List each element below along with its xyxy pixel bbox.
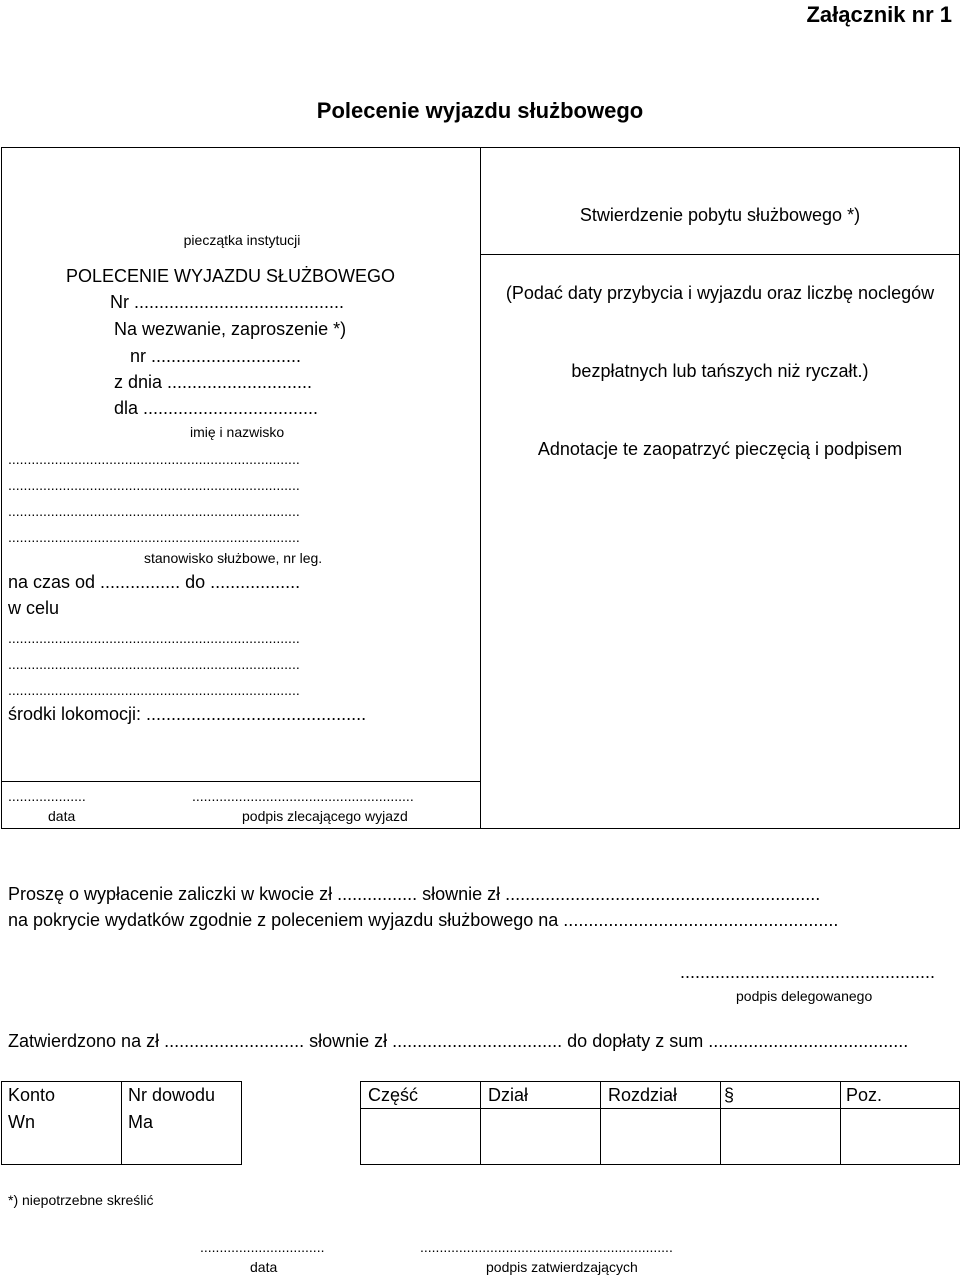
summons-line: Na wezwanie, zaproszenie *)	[114, 319, 347, 339]
classification-divider-3	[720, 1081, 721, 1165]
purpose-field-line-3[interactable]: ...........................................................................	[8, 682, 300, 698]
part-header: Część	[368, 1085, 419, 1105]
stay-note-line-4: Adnotacje te zaopatrzyć pieczęcią i podpisem	[537, 439, 903, 459]
approval-date-field[interactable]: ................................	[200, 1239, 325, 1255]
stamp-label: pieczątka instytucji	[183, 232, 301, 248]
page-title	[0, 98, 960, 123]
approval-line[interactable]: Zatwierdzono na zł ............................ słownie zł .................................. do dopłaty z sum ........................................	[8, 1031, 909, 1051]
stay-confirmation-area[interactable]	[482, 256, 958, 827]
order-title: POLECENIE WYJAZDU SŁUŻBOWEGO	[66, 266, 396, 286]
name-caption: imię i nazwisko	[190, 424, 285, 440]
item-header: Poz.	[846, 1085, 883, 1105]
stay-note-line-1: Stwierdzenie pobytu służbowego *)	[579, 205, 861, 225]
debit-label: Wn	[8, 1112, 35, 1132]
position-field-line-2[interactable]: ...........................................................................	[8, 477, 300, 493]
purpose-field-line-1[interactable]: ...........................................................................	[8, 630, 300, 646]
position-field-line-3[interactable]: ...........................................................................	[8, 503, 300, 519]
advance-amount-line[interactable]: Proszę o wypłacenie zaliczki w kwocie zł ................ słownie zł ...............................................................	[8, 884, 821, 904]
delegate-signature-caption: podpis delegowanego	[736, 988, 873, 1004]
purpose-field-line-2[interactable]: ...........................................................................	[8, 656, 300, 672]
transport-field[interactable]: środki lokomocji: ............................................	[8, 704, 367, 724]
order-signature-caption: podpis zlecającego wyjazd	[242, 808, 408, 824]
account-table-divider	[121, 1081, 122, 1165]
advance-purpose-line[interactable]: na pokrycie wydatków zgodnie z poleceniem wyjazdu służbowego na .......................................................	[8, 910, 839, 930]
classification-divider-1	[480, 1081, 481, 1165]
position-caption: stanowisko służbowe, nr leg.	[144, 550, 323, 566]
approvers-signature-field[interactable]: .................................................................	[420, 1239, 673, 1255]
order-signature-field[interactable]: .........................................................	[192, 788, 414, 804]
classification-divider-2	[600, 1081, 601, 1165]
credit-label: Ma	[128, 1112, 154, 1132]
delegate-signature-field[interactable]: ...................................................	[680, 962, 936, 982]
document-number-header: Nr dowodu	[128, 1085, 216, 1105]
trip-period-field[interactable]: na czas od ................ do ..................	[8, 572, 301, 592]
classification-header-separator	[360, 1108, 960, 1109]
position-field-line-4[interactable]: ...........................................................................	[8, 529, 300, 545]
approvers-signature-caption: podpis zatwierdzających	[486, 1259, 638, 1275]
employee-name-field[interactable]: dla ...................................	[114, 398, 319, 418]
paragraph-header: §	[724, 1085, 735, 1105]
attachment-label: Załącznik nr 1	[806, 2, 952, 27]
order-date-caption: data	[48, 808, 76, 824]
approval-date-caption: data	[250, 1259, 278, 1275]
chapter-header: Rozdział	[608, 1085, 678, 1105]
signature-separator	[1, 781, 481, 782]
order-date-field[interactable]: ....................	[8, 788, 86, 804]
account-header: Konto	[8, 1085, 56, 1105]
summons-date-field[interactable]: z dnia .............................	[114, 372, 313, 392]
footnote: *) niepotrzebne skreślić	[8, 1192, 154, 1208]
purpose-label: w celu	[8, 598, 60, 618]
order-number-field[interactable]: Nr ..........................................	[110, 292, 345, 312]
classification-divider-4	[840, 1081, 841, 1165]
stay-note-line-2: (Podać daty przybycia i wyjazdu oraz liczbę noclegów	[505, 283, 935, 303]
position-field-line-1[interactable]: ...........................................................................	[8, 451, 300, 467]
division-header: Dział	[488, 1085, 529, 1105]
stay-note-line-3: bezpłatnych lub tańszych niż ryczałt.)	[571, 361, 869, 381]
page-title-text: Polecenie wyjazdu służbowego	[316, 98, 644, 123]
summons-number-field[interactable]: nr ..............................	[130, 346, 302, 366]
